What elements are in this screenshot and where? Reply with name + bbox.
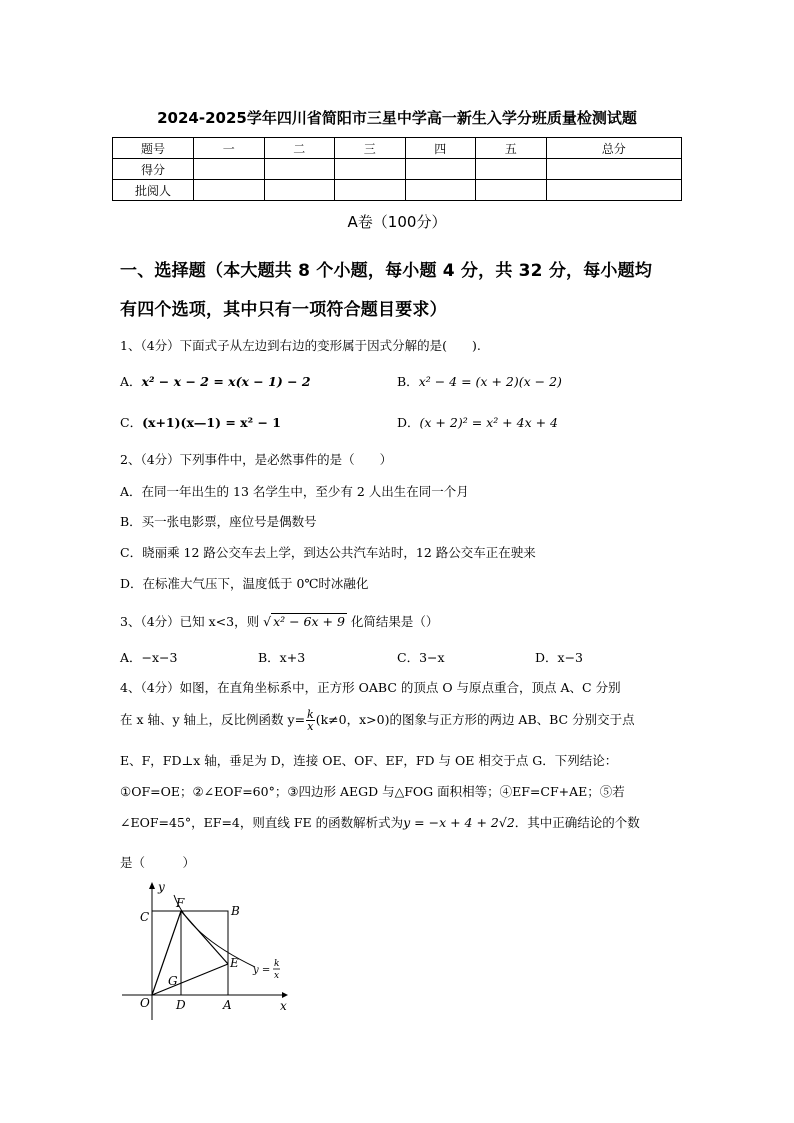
question-2-option-c: C．晓丽乘 12 路公交车去上学，到达公共汽车站时，12 路公交车正在驶来 [120, 545, 536, 560]
question-2-stem: 2、（4分）下列事件中，是必然事件的是（ ） [120, 452, 393, 467]
option-label: D． [397, 415, 420, 430]
score-cell[interactable] [264, 159, 335, 180]
table-row [113, 138, 682, 159]
table-header-cell: 四 [405, 138, 476, 159]
stem-text: ．其中正确结论的个数 [514, 815, 640, 830]
question-2-option-b: B．买一张电影票，座位号是偶数号 [120, 514, 317, 529]
volume-heading: A卷（100分） [347, 213, 447, 231]
question-4-line3: E、F，FD⊥x 轴，垂足为 D，连接 OE、OF、EF，FD 与 OE 相交于点 G．下列结论： [120, 753, 618, 768]
score-table [112, 137, 682, 201]
score-cell[interactable] [546, 159, 682, 180]
sqrt-expression: √ x² − 6x + 9 [263, 614, 345, 629]
question-1-option-d [397, 413, 558, 431]
score-cell[interactable] [335, 159, 406, 180]
formula: y = −x + 4 + 2√2 [403, 815, 515, 830]
stem-text: 3、（4分）已知 x<3，则 [120, 614, 260, 629]
option-text: (x + 2)² = x² + 4x + 4 [419, 415, 558, 430]
table-header-cell: 一 [194, 138, 265, 159]
label-d: D [176, 998, 186, 1012]
table-header-cell: 五 [476, 138, 547, 159]
option-text: (x+1)(x—1) = x² − 1 [142, 415, 281, 430]
question-2-option-d: D．在标准大气压下，温度低于 0℃时冰融化 [120, 576, 369, 591]
score-cell[interactable] [476, 159, 547, 180]
label-b: B [231, 904, 240, 918]
question-3-option-b: B．x+3 [258, 650, 306, 665]
table-row [113, 180, 682, 201]
curve-label: y = [253, 965, 271, 976]
label-o: O [140, 996, 150, 1010]
score-cell[interactable] [546, 180, 682, 201]
segment-ef [181, 911, 228, 964]
section-heading-line1: 一、选择题（本大题共 8 个小题，每小题 4 分，共 32 分，每小题均 [120, 261, 653, 281]
score-cell[interactable] [335, 180, 406, 201]
label-y: y [158, 880, 165, 894]
question-4-line1: 4、（4分）如图，在直角坐标系中，正方形 OABC 的顶点 O 与原点重合，顶点 A、C 分别 [120, 680, 621, 695]
label-g: G [168, 974, 178, 988]
square-oabc [152, 911, 228, 995]
score-cell[interactable] [405, 159, 476, 180]
option-label: A． [120, 374, 142, 389]
score-cell[interactable] [194, 180, 265, 201]
fraction-denominator: x [307, 720, 314, 733]
question-1-stem: 1、（4分）下面式子从左边到右边的变形属于因式分解的是( ). [120, 338, 481, 353]
y-axis-arrow [149, 882, 155, 889]
question-4-line6: 是（ ） [120, 855, 196, 870]
curve-label-x: x [274, 971, 280, 981]
label-c: C [140, 910, 150, 924]
score-cell[interactable] [264, 180, 335, 201]
stem-text: 化简结果是（） [350, 614, 439, 629]
score-cell[interactable] [194, 159, 265, 180]
row-label: 批阅人 [113, 180, 194, 201]
question-4-line4: ①OF=OE；②∠EOF=60°；③四边形 AEGD 与△FOG 面积相等；④EF=CF+AE；⑤若 [120, 784, 625, 799]
segment-oe [152, 964, 228, 995]
table-header-cell: 题号 [113, 138, 194, 159]
row-label: 得分 [113, 159, 194, 180]
label-a: A [223, 998, 232, 1012]
inverse-proportion-curve [174, 895, 255, 967]
question-4-line5 [120, 813, 640, 831]
question-4-figure [110, 875, 300, 1025]
option-label: C． [120, 415, 143, 430]
stem-text: 在 x 轴、y 轴上，反比例函数 y= [120, 712, 306, 727]
question-3-stem [120, 612, 438, 630]
table-header-cell: 二 [264, 138, 335, 159]
x-axis-arrow [282, 992, 288, 998]
curve-label-k: k [274, 959, 280, 969]
stem-text: ∠EOF=45°，EF=4，则直线 FE 的函数解析式为 [120, 815, 404, 830]
table-row [113, 159, 682, 180]
section-heading-line2: 有四个选项，其中只有一项符合题目要求） [120, 300, 447, 320]
fraction [306, 709, 315, 732]
table-header-cell: 三 [335, 138, 406, 159]
option-text: x² − x − 2 = x(x − 1) − 2 [141, 374, 311, 389]
option-label: B． [397, 374, 419, 389]
question-1-option-a [120, 372, 311, 390]
question-3-option-a: A．−x−3 [120, 650, 178, 665]
score-cell[interactable] [405, 180, 476, 201]
stem-text: (k≠0，x>0)的图象与正方形的两边 AB、BC 分别交于点 [315, 712, 635, 727]
label-x: x [280, 999, 287, 1013]
score-cell[interactable] [476, 180, 547, 201]
label-e: E [230, 956, 239, 970]
question-3-option-c: C．3−x [397, 650, 445, 665]
table-header-cell: 总分 [546, 138, 682, 159]
radicand: x² − 6x + 9 [273, 614, 345, 629]
option-text: x² − 4 = (x + 2)(x − 2) [418, 374, 562, 389]
label-f: F [176, 896, 185, 910]
question-4-line2 [120, 709, 635, 732]
fraction-numerator: k [307, 708, 314, 721]
question-1-option-b [397, 372, 562, 390]
question-2-option-a: A．在同一年出生的 13 名学生中，至少有 2 人出生在同一个月 [120, 484, 469, 499]
question-3-option-d: D．x−3 [535, 650, 583, 665]
question-1-option-c [120, 413, 281, 431]
page-title: 2024-2025学年四川省简阳市三星中学高一新生入学分班质量检测试题 [157, 109, 637, 127]
